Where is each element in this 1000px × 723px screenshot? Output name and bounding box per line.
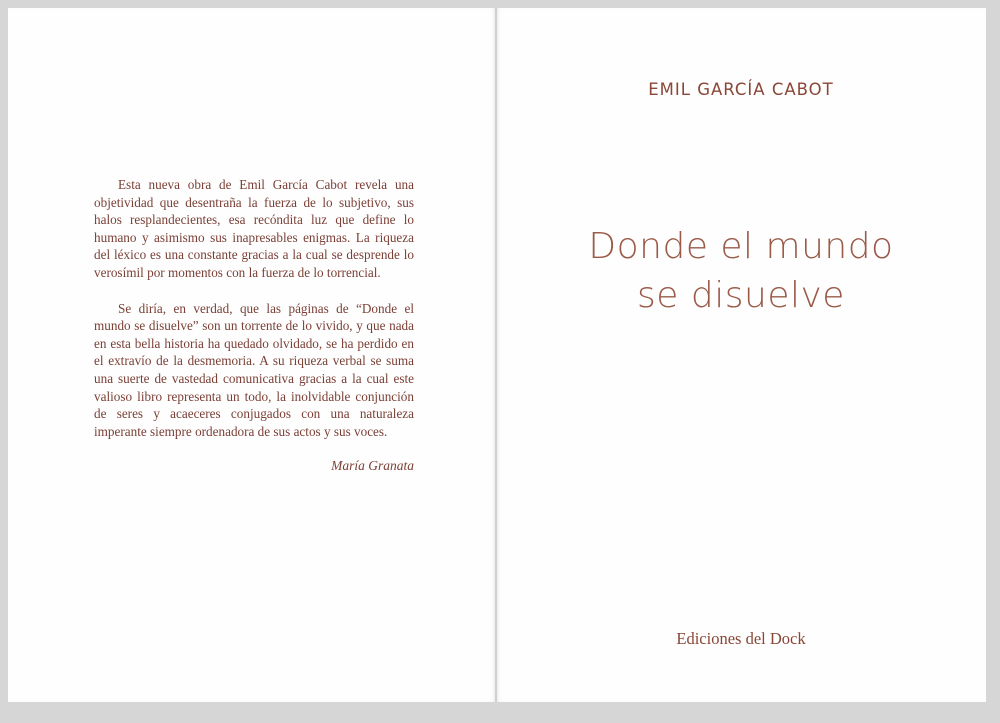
blurb-paragraph-2: Se diría, en verdad, que las páginas de “Donde el mundo se disuelve” son un torrente de lo vivido, y que nada en esta bella historia ha quedado olvidado, se ha perdido en el extravío de la desmemoria. A su riqueza verbal se suma una suerte de vastedad comunicativa gracias a la cual este valioso libro representa un todo, la inolvidable conjunción de seres y acaeceres conjugados con una naturaleza imperante siempre ordenadora de sus actos y sus voces. (94, 300, 414, 439)
book-title-line-1: Donde el mundo (588, 226, 894, 267)
book-title-line-2: se disuelve (637, 275, 845, 316)
blurb-signature: María Granata (331, 458, 414, 473)
book-title (496, 222, 986, 320)
author-name: EMIL GARCÍA CABOT (648, 80, 834, 99)
front-cover-page (496, 8, 986, 702)
book-spine-gutter (495, 8, 497, 702)
blurb-text (94, 176, 414, 440)
publisher-name: Ediciones del Dock (676, 629, 806, 648)
blurb-paragraph-1: Esta nueva obra de Emil García Cabot revela una objetividad que desentraña la fuerza de lo subjetivo, sus halos resplandecientes, esa recóndita luz que define lo humano y asimismo sus inapresables enigmas. La riqueza del léxico es una constante gracias a la cual se desprende lo verosímil por momentos con la fuerza de lo torrencial. (94, 177, 414, 280)
